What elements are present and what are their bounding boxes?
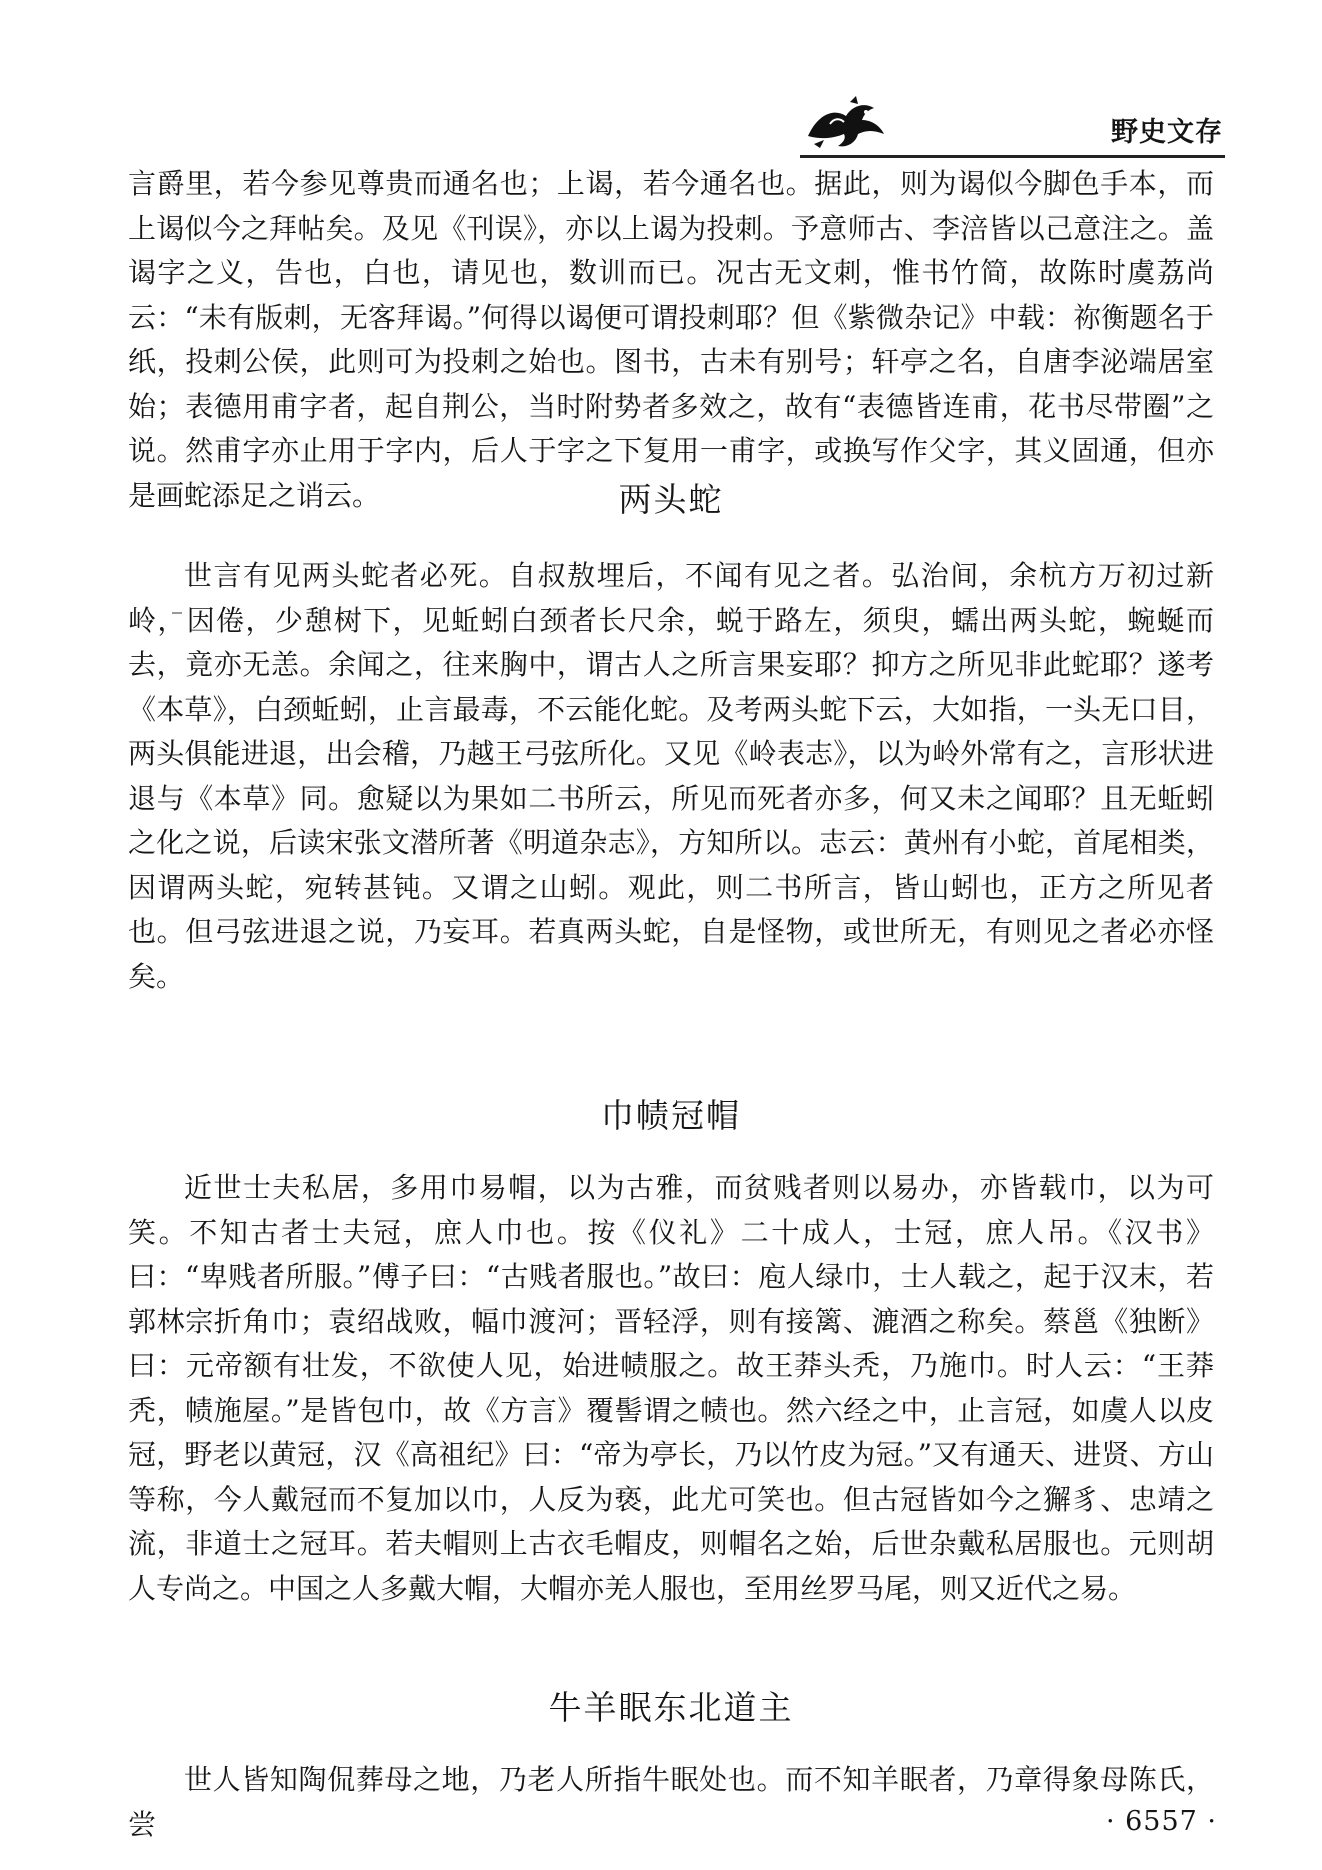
section-body-two-headed-snake [128,554,1214,999]
running-header-title: 野史文存 [1111,117,1223,148]
section-heading-ox-sheep: 牛羊眠东北道主 [548,1688,794,1727]
paragraph: 言爵里，若今参见尊贵而通名也；上谒，若今通名也。据此，则为谒似今脚色手本，而上谒似今之拜帖矣。及见《刊误》，亦以上谒为投刺。予意师古、李涪皆以己意注之。盖谒字之义，告也，白也，请见也，数训而已。况古无文刺，惟书竹简，故陈时虞荔尚云：“未有版刺，无客拜谒。”何得以谒便可谓投刺耶？但《紫微杂记》中载：祢衡题名于纸，投刺公侯，此则可为投刺之始也。图书，古未有别号；轩亭之名，自唐李泌端居室始；表德用甫字者，起自荆公，当时附势者多效之，故有“表德皆连甫，花书尽带圈”之说。然甫字亦止用于字内，后人于字之下复用一甫字，或换写作父字，其义固通，但亦是画蛇添足之诮云。 [128,167,1214,512]
paragraph: 近世士夫私居，多用巾易帽，以为古雅，而贫贱者则以易办，亦皆载巾，以为可笑。不知古者士夫冠，庶人巾也。按《仪礼》二十成人，士冠，庶人吊。《汉书》曰：“卑贱者所服。”傅子曰：“古贱者服也。”故曰：庖人绿巾，士人载之，起于汉末，若郭林宗折角巾；袁绍战败，幅巾渡河；晋轻浮，则有接篱、漉酒之称矣。蔡邕《独断》曰：元帝额有壮发，不欲使人见，始进帻服之。故王莽头秃，乃施巾。时人云：“王莽秃，帻施屋。”是皆包巾，故《方言》覆髻谓之帻也。然六经之中，止言冠，如虞人以皮冠，野老以黄冠，汉《高祖纪》曰：“帝为亭长，乃以竹皮为冠。”又有通天、进贤、方山等称，今人戴冠而不复加以巾，人反为亵，此尤可笑也。但古冠皆如今之獬豸、忠靖之流，非道士之冠耳。若夫帽则上古衣毛帽皮，则帽名之始，后世杂戴私居服也。元则胡人专尚之。中国之人多戴大帽，大帽亦羌人服也，至用丝罗马尾，则又近代之易。 [128,1171,1214,1605]
paragraph: 世言有见两头蛇者必死。自叔敖埋后，不闻有见之者。弘治间，余杭方万初过新岭，因倦，少憩树下，见蚯蚓白颈者长尺余，蜕于路左，须臾，蠕出两头蛇，蜿蜒而去，竟亦无恙。余闻之，往来胸中，谓古人之所言果妄耶？抑方之所见非此蛇耶？遂考《本草》，白颈蚯蚓，止言最毒，不云能化蛇。及考两头蛇下云，大如指，一头无口目，两头俱能进退，出会稽，乃越王弓弦所化。又见《岭表志》，以为岭外常有之，言形状进退与《本草》同。愈疑以为果如二书所云，所见而死者亦多，何又未之闻耶？且无蚯蚓之化之说，后读宋张文潜所著《明道杂志》，方知所以。志云：黄州有小蛇，首尾相类，因谓两头蛇，宛转甚钝。又谓之山蚓。观此，则二书所言，皆山蚓也，正方之所见者也。但弓弦进退之说，乃妄耳。若真两头蛇，自是怪物，或世所无，有则见之者必亦怪矣。 [128,559,1214,993]
running-header [800,90,1225,158]
section-body-ox-sheep [128,1758,1214,1847]
section-body-headwear [128,1166,1214,1611]
dragon-emblem-icon [800,94,890,154]
page-number: · 6557 · [1105,1806,1217,1837]
header-rule [800,155,1225,158]
paragraph: 世人皆知陶侃葬母之地，乃老人所指牛眠处也。而不知羊眠者，乃章得象母陈氏，尝 [128,1763,1214,1841]
continued-text-block [128,162,1214,518]
section-heading-headwear: 巾帻冠帽 [601,1096,741,1135]
section-heading-two-headed-snake: 两头蛇 [618,480,724,519]
